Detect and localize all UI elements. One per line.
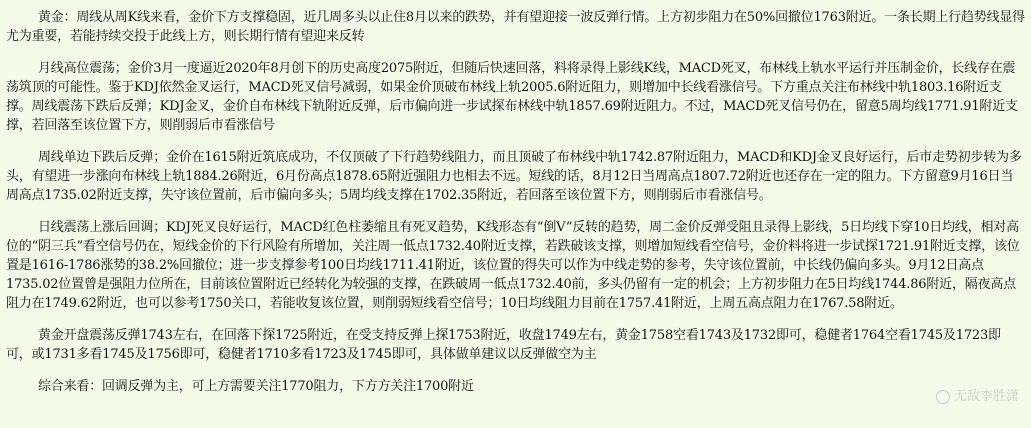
paragraph-daily-pullback: 日线震荡上涨后回调；KDJ死叉良好运行，MACD红色柱萎缩且有死叉趋势，K线形态有“倒V”反转的趋势，周二金价反弹受阻且录得上影线，5日均线下穿10日均线，相对高位的“阴三兵”看空信号仍在，短线金价的下行风险有所增加，关注周一低点1732.40附近支撑，若跌破该支撑，则增加短线看空信号，金价料将进一步试探1721.91附近支撑，该位置是1616-1786涨势的38.2%回撤位；进一步支撑参考100日均线1711.41附近，该位置的得失可以作为中线走势的参考，失守该位置前，中长线仍偏向多头。9月12日高点1735.02位置曾是强阻力位所在，目前该位置附近已经转化为较强的支撑，在跌破周一低点1732.40前，多头仍留有一定的机会；上方初步阻力在5日均线1744.86附近，隔夜高点阻力在1749.62附近，也可以参考1750关口，若能收复该位置，则削弱短线看空信号；10日均线阻力目前在1757.41附近，上周五高点阻力在1767.58附近。 <box>6 220 1020 311</box>
paragraph-trading-plan: 黄金开盘震荡反弹1743左右，在回落下探1725附近，在受支持反弹上探1753附近，收盘1749左右，黄金1758空看1743及1732即可，稳健者1764空看1745及1723即可，或1731多看1745及1756即可，稳健者1710多看1723及1745即可，具体做单建议以反弹做空为主 <box>6 328 1001 362</box>
paragraph-weekly-rebound: 周线单边下跌后反弹；金价在1615附近筑底成功，不仅顶破了下行趋势线阻力，而且顶破了布林线中轨1742.87附近阻力，MACD和KDJ金叉良好运行，后市走势初步转为多头，有望进一步涨向布林线上轨1884.26附近，6月份高点1878.65附近强阻力也相去不远。短线的话，8月12日当周高点1807.72附近也还存在一定的阻力。下方留意9月16日当周高点1735.02附近支撑，失守该位置前，后市偏向多头；5周均线支撑在1702.35附近，若回落至该位置下方，则削弱后市看涨信号。 <box>6 150 1022 203</box>
paragraph-weekly-overview: 黄金：周线从周K线来看，金价下方支撑稳固，近几周多头以止住8月以来的跌势，并有望迎接一波反弹行情。上方初步阻力在50%回撤位1763附近。一条长期上行趋势线显得尤为重要，若能持续交投于此线上方，则长期行情有望迎来反转 <box>6 10 1025 44</box>
watermark-text: 无敌李胜潇 <box>953 389 1019 404</box>
paragraph-monthly-analysis: 月线高位震荡；金价3月一度逼近2020年8月创下的历史高度2075附近，但随后快速回落，料将录得上影线K线，MACD死叉，布林线上轨水平运行并压制金价，长线存在震荡筑顶的可能性。鉴于KDJ依然金叉运行，MACD死叉信号减弱，如果金价顶破布林线上轨2005.6附近阻力，则增加中长线看涨信号。下方重点关注布林线中轨1803.16附近支撑。周线震荡下跌后反弹；KDJ金叉，金价自布林线下轨附近反弹，后市偏向进一步试探布林线中轨1857.69附近阻力。不过，MACD死叉信号仍在，留意5周均线1771.91附近支撑，若回落至该位置下方，则削弱后市看涨信号 <box>6 61 1018 133</box>
paragraph-summary: 综合来看：回调反弹为主，可上方需要关注1770阻力，下方方关注1700附近 <box>38 379 474 394</box>
